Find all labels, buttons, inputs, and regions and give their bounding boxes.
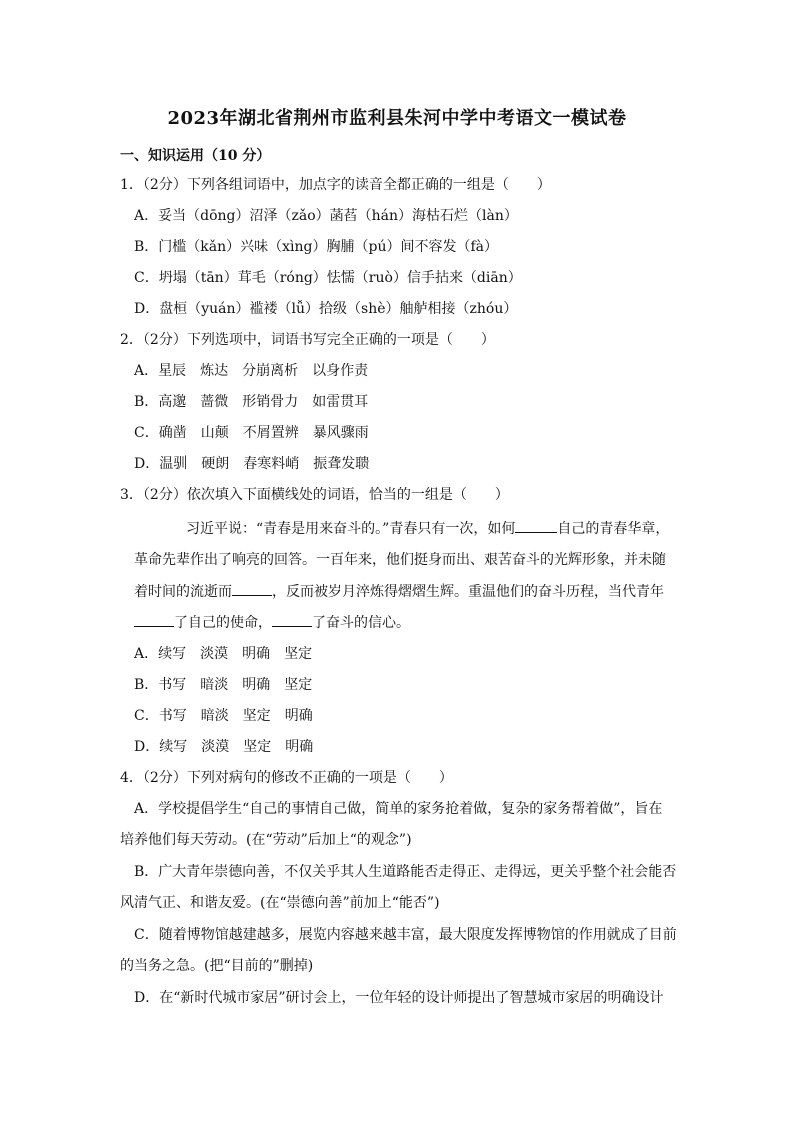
question-3-option-b[interactable]: B．书写 暗淡 明确 坚定 [134,677,313,693]
fill-blank-2 [232,581,272,596]
question-3-stem: 3．（2分）依次填入下面横线处的词语，恰当的一组是（ ） [120,487,509,503]
question-1-option-d[interactable]: D．盘桓（yuán）褴褛（lǚ）拾级（shè）舳舻相接（zhóu） [134,301,518,317]
question-4-option-b-line-1[interactable]: B．广大青年崇德向善，不仅关乎其人生道路能否走得正、走得远，更关乎整个社会能否 [134,864,677,880]
fill-blank-1 [515,518,557,533]
question-4-option-a-line-2: 培养他们每天劳动。(在“劳动”后加上“的观念”) [120,832,412,848]
passage-text: 着时间的流逝而 [134,584,232,600]
question-4-option-d-line-1[interactable]: D．在“新时代城市家居”研讨会上，一位年轻的设计师提出了智慧城市家居的明确设计 [134,990,664,1006]
passage-text: 习近平说：“青春是用来奋斗的。”青春只有一次，如何 [186,521,516,537]
passage-text: 自己的青春华章， [557,521,670,537]
question-3-option-d[interactable]: D．续写 淡漠 坚定 明确 [134,739,314,755]
section-heading: 一、知识运用（10 分） [120,148,271,164]
question-3-passage-line-3 [134,581,664,602]
question-4-option-c-line-2: 的当务之急。(把“目前的”删掉) [120,958,314,974]
passage-text: 了自己的使命， [174,615,272,631]
question-1-option-c[interactable]: C．坍塌（tān）茸毛（róng）怯懦（ruò）信手拈来（diān） [134,270,522,286]
question-2-stem: 2．（2分）下列选项中，词语书写完全正确的一项是（ ） [120,332,495,348]
question-3-option-c[interactable]: C．书写 暗淡 坚定 明确 [134,708,313,724]
question-2-option-d[interactable]: D．温驯 硬朗 春寒料峭 振聋发聩 [134,456,370,472]
question-2-option-a[interactable]: A．星辰 炼达 分崩离析 以身作责 [134,363,369,379]
question-3-passage-line-1 [186,518,669,539]
fill-blank-3 [134,612,174,627]
question-4-stem: 4．（2分）下列对病句的修改不正确的一项是（ ） [120,770,453,786]
question-2-option-b[interactable]: B．高邈 蔷微 形销骨力 如雷贯耳 [134,394,369,410]
question-3-passage-line-4 [134,612,410,633]
fill-blank-4 [272,612,312,627]
question-1-stem: 1．（2分）下列各组词语中，加点字的读音全都正确的一组是（ ） [120,177,551,193]
question-4-option-a-line-1[interactable]: A．学校提倡学生“自己的事情自己做，简单的家务抢着做，复杂的家务帮着做”，旨在 [134,801,663,817]
question-1-option-a[interactable]: A．妥当（dōng）沼泽（zǎo）菡萏（hán）海枯石烂（làn） [134,208,518,224]
exam-title: 2023年湖北省荆州市监利县朱河中学中考语文一模试卷 [167,108,627,129]
question-4-option-b-line-2: 风清气正、和谐友爱。(在“崇德向善”前加上“能否”) [120,895,440,911]
question-2-option-c[interactable]: C．确凿 山颠 不屑置辨 暴风骤雨 [134,425,369,441]
question-3-option-a[interactable]: A．续写 淡漠 明确 坚定 [134,646,313,662]
question-4-option-c-line-1[interactable]: C．随着博物馆越建越多，展览内容越来越丰富，最大限度发挥博物馆的作用就成了目前 [134,927,677,943]
question-1-option-b[interactable]: B．门槛（kǎn）兴味（xìng）胸脯（pú）间不容发（fà） [134,239,498,255]
passage-text: 了奋斗的信心。 [312,615,410,631]
passage-text: ，反而被岁月淬炼得熠熠生辉。重温他们的奋斗历程，当代青年 [272,584,664,600]
question-3-passage-line-2: 革命先辈作出了响亮的回答。一百年来，他们挺身而出、艰苦奋斗的光辉形象，并未随 [134,552,666,568]
